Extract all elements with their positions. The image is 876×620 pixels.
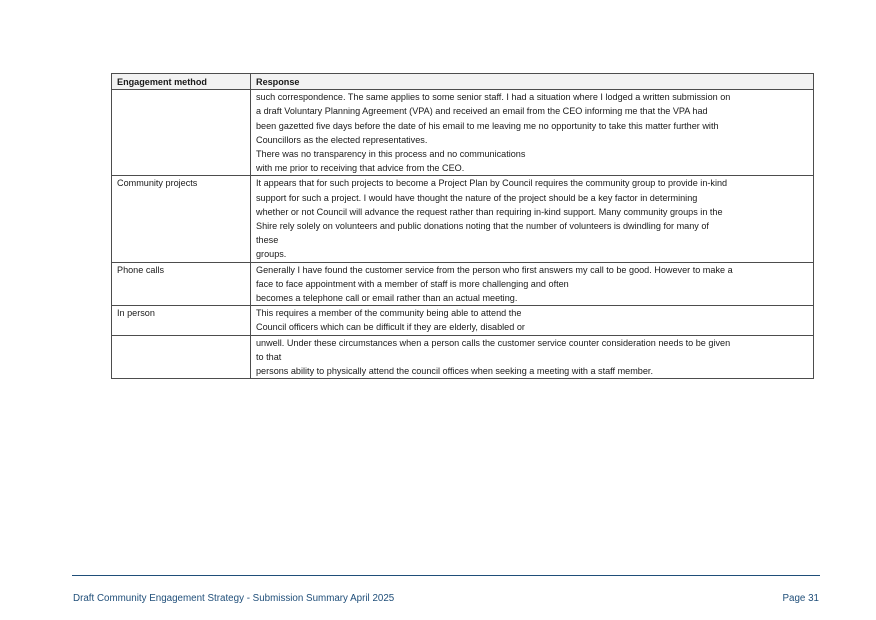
table-row xyxy=(112,90,814,176)
response-cell xyxy=(251,90,814,176)
response-line: these xyxy=(256,235,279,246)
response-line: There was no transparency in this process and no communications xyxy=(256,149,526,160)
response-line: Shire rely solely on volunteers and public donations noting that the number of volunteers is dwindling for many of xyxy=(256,221,709,232)
footer-document-title: Draft Community Engagement Strategy - Submission Summary April 2025 xyxy=(73,593,395,604)
footer-page-number: Page 31 xyxy=(782,593,819,604)
table-row xyxy=(112,176,814,262)
response-line: This requires a member of the community being able to attend the xyxy=(256,308,522,319)
engagement-method-cell xyxy=(112,335,251,379)
response-line: with me prior to receiving that advice from the CEO. xyxy=(256,163,465,174)
engagement-method-cell: Phone calls xyxy=(112,262,251,306)
response-cell xyxy=(251,262,814,306)
response-line: Councillors as the elected representatives. xyxy=(256,134,428,145)
table-row xyxy=(112,262,814,306)
response-line: been gazetted five days before the date of his email to me leaving me no opportunity to take this matter further with xyxy=(256,120,719,131)
response-line: unwell. Under these circumstances when a person calls the customer service counter consideration needs to be given xyxy=(256,337,731,348)
response-line: whether or not Council will advance the request rather than requiring in-kind support. Many community groups in the xyxy=(256,206,723,217)
response-line: face to face appointment with a member of staff is more challenging and often xyxy=(256,278,569,289)
engagement-method-cell xyxy=(112,90,251,176)
column-header-response: Response xyxy=(251,74,814,90)
table-row xyxy=(112,335,814,379)
engagement-table xyxy=(111,73,814,379)
response-line: Generally I have found the customer service from the person who first answers my call to be good. However to make a xyxy=(256,264,733,275)
response-line: such correspondence. The same applies to some senior staff. I had a situation where I lodged a written submission on xyxy=(256,92,731,103)
response-cell xyxy=(251,335,814,379)
response-cell xyxy=(251,176,814,262)
response-line: Council officers which can be difficult if they are elderly, disabled or xyxy=(256,322,525,333)
engagement-method-cell: Community projects xyxy=(112,176,251,262)
response-line: It appears that for such projects to become a Project Plan by Council requires the community group to provide in-kind xyxy=(256,178,728,189)
response-line: groups. xyxy=(256,249,287,260)
response-cell xyxy=(251,306,814,335)
table-row xyxy=(112,306,814,335)
response-line: a draft Voluntary Planning Agreement (VPA) and received an email from the CEO informing me that the VPA had xyxy=(256,106,708,117)
response-line: support for such a project. I would have thought the nature of the project should be a key factor in determining xyxy=(256,192,698,203)
response-line: to that xyxy=(256,351,282,362)
column-header-engagement-method: Engagement method xyxy=(112,74,251,90)
engagement-method-cell: In person xyxy=(112,306,251,335)
response-line: persons ability to physically attend the council offices when seeking a meeting with a staff member. xyxy=(256,366,653,377)
response-line: becomes a telephone call or email rather than an actual meeting. xyxy=(256,293,518,304)
table-header-row xyxy=(112,74,814,90)
footer-divider xyxy=(72,575,820,576)
